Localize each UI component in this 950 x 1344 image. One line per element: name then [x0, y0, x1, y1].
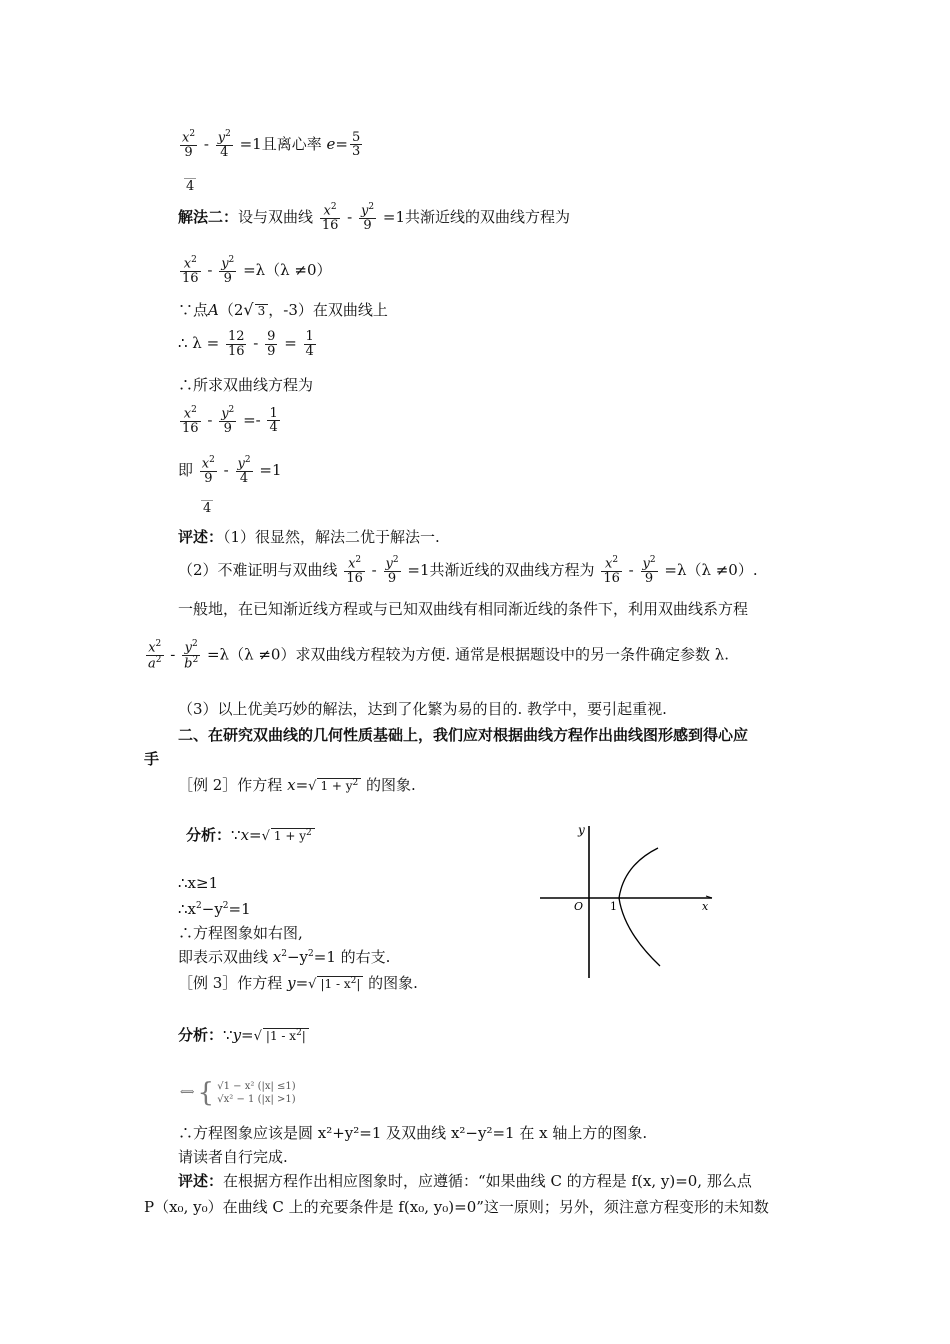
fraction	[344, 556, 365, 586]
num: x	[183, 406, 192, 422]
den: 4	[216, 145, 233, 160]
text: （2	[218, 301, 244, 319]
sup: 2	[222, 901, 229, 911]
num: 1	[269, 405, 278, 421]
fraction	[384, 556, 401, 586]
num: y	[184, 640, 192, 656]
den: 9	[219, 421, 236, 436]
text: =1	[228, 900, 251, 918]
text: ［例 3］作方程	[178, 974, 288, 992]
fraction	[601, 556, 622, 586]
den: 9	[359, 218, 376, 233]
fraction	[359, 203, 376, 233]
analysis-2-line3: ∴方程图象如右图,	[178, 924, 303, 942]
den: 9	[641, 571, 658, 586]
num: x	[348, 556, 356, 572]
den: 16	[321, 217, 339, 233]
text: 即表示双曲线	[178, 948, 273, 966]
text: =1 的右支.	[313, 948, 391, 966]
text: （2）不难证明与双曲线	[178, 560, 338, 579]
hyperbola-right-branch	[619, 848, 660, 966]
minus: -	[207, 410, 213, 429]
paragraph-3: 一般地，在已知渐近线方程或与已知双曲线有相同渐近线的条件下，利用双曲线系方程	[178, 600, 749, 618]
radicand: $|1 - x^2|$	[317, 976, 363, 990]
hyperbola-graph	[538, 820, 728, 990]
example-3	[178, 976, 418, 991]
section-heading: 二、在研究双曲线的几何性质基础上，我们应对根据曲线方程作出曲线图形感到得心应	[178, 726, 749, 744]
sup: 2	[155, 639, 162, 649]
text: −y	[286, 948, 309, 966]
analysis-2-line4	[178, 950, 390, 965]
minus: -	[371, 560, 377, 579]
num: 12	[227, 329, 245, 344]
sup: 2	[228, 405, 235, 415]
num: y	[385, 556, 393, 572]
eq: =1	[259, 460, 282, 479]
den: 9	[267, 343, 276, 359]
num: y	[237, 456, 245, 472]
label: 分析：	[186, 826, 232, 844]
fraction	[265, 330, 277, 358]
case-block	[217, 1080, 295, 1106]
eq: =	[284, 334, 297, 353]
piecewise	[180, 1080, 296, 1106]
num: y	[221, 256, 229, 272]
den: 4	[236, 471, 253, 486]
sup: 2	[649, 555, 656, 565]
fraction	[350, 131, 362, 159]
num: y	[217, 130, 226, 146]
var: y	[232, 1026, 242, 1044]
lambda-eq	[178, 256, 332, 286]
den: 16	[227, 343, 245, 359]
text: （λ ≠0）求双曲线方程较为方便. 通常是根据题设中的另一条件确定参数 λ.	[229, 645, 730, 664]
radicand-text: 1 + y	[320, 779, 353, 793]
radicand: 3	[255, 304, 269, 317]
sup: 2	[612, 555, 619, 565]
num: 9	[267, 329, 276, 344]
sup: 2	[296, 1028, 302, 1038]
example-2	[178, 778, 416, 793]
num: y	[221, 406, 229, 422]
num: y	[642, 556, 650, 572]
label: 解法二：	[178, 207, 239, 226]
origin-label: O	[574, 900, 584, 913]
analysis-2	[186, 828, 315, 843]
point-a-line	[178, 302, 388, 318]
eq: =	[249, 826, 262, 844]
den: 16	[182, 270, 199, 286]
num: x	[183, 256, 192, 272]
text: 即	[178, 460, 194, 479]
eq: =	[295, 776, 309, 794]
fraction	[226, 330, 247, 358]
minus: -	[207, 260, 213, 279]
num: y	[361, 203, 369, 219]
result-eq	[178, 406, 282, 436]
den: 16	[346, 570, 363, 586]
num: x	[323, 203, 331, 219]
sup: 2	[355, 555, 362, 565]
sup: 2	[281, 949, 287, 959]
fraction	[146, 640, 164, 671]
var: y	[287, 974, 296, 992]
var: e	[326, 134, 336, 153]
text: 且离心率	[261, 134, 327, 153]
text: 在根据方程作出相应图象时，应遵循：“如果曲线 C 的方程是 f(x, y)=0, 那么点	[223, 1172, 752, 1190]
num: 5	[351, 129, 361, 145]
conclusion-2: 请读者自行完成.	[178, 1148, 288, 1166]
brace: {	[197, 1078, 215, 1108]
text: ∴x	[178, 900, 197, 918]
text: ∵	[231, 826, 241, 844]
num: x	[182, 130, 190, 146]
radical: √	[308, 977, 317, 992]
eq: =λ（λ ≠0）	[243, 260, 332, 279]
den: a	[148, 656, 156, 672]
den: 4	[203, 501, 212, 516]
fraction	[641, 556, 658, 586]
text: ∵	[223, 1026, 233, 1044]
radicand	[317, 778, 361, 792]
eq: =1	[239, 134, 262, 153]
sup: 2	[350, 976, 357, 986]
fraction	[216, 130, 233, 160]
den: 9	[384, 571, 401, 586]
sup: 2	[196, 901, 202, 911]
text: 共渐近线的双曲线方程为	[405, 207, 571, 226]
text: ［例 2］作方程	[178, 776, 288, 794]
fraction	[182, 640, 200, 671]
sup: 2	[244, 455, 251, 465]
radical: √	[243, 300, 254, 319]
review-3-cont: P（x₀, y₀）在曲线 C 上的充要条件是 f(x₀, y₀)=0”这一原则；另外，须注意方程变形的未知数	[144, 1198, 769, 1216]
fraction	[180, 130, 197, 160]
den: 9	[200, 471, 217, 486]
den: 4	[305, 343, 314, 359]
sup: 2	[155, 654, 162, 665]
fraction	[320, 203, 341, 233]
sup: 2	[352, 778, 359, 788]
minus: -	[347, 207, 353, 226]
conclusion-1: ∴方程图象应该是圆 x²+y²=1 及双曲线 x²−y²=1 在 x 轴上方的图象.	[178, 1124, 648, 1142]
text: 共渐近线的双曲线方程为	[429, 560, 595, 579]
text: ∴ λ =	[178, 334, 220, 353]
radicand-text: |1 - x	[265, 1029, 297, 1043]
sup: 2	[392, 555, 399, 565]
den: 4	[269, 420, 278, 436]
analysis-2-line1: ∴x≥1	[178, 874, 219, 892]
den: b	[184, 656, 193, 672]
case-1: √1 − x² (|x| ≤1)	[217, 1081, 296, 1092]
eq: =λ（λ ≠0）.	[664, 560, 758, 579]
eq-line-1	[178, 130, 364, 160]
minus: -	[253, 334, 259, 353]
radicand: $|1 - x^2|$	[263, 1028, 309, 1042]
radicand-text: |1 - x	[320, 977, 351, 991]
review-3	[178, 1174, 752, 1189]
den: 16	[603, 570, 620, 586]
eq: =-	[243, 410, 261, 429]
sup: 2	[191, 255, 197, 265]
eq: =1	[407, 560, 430, 579]
review-1	[178, 530, 440, 545]
text: ，-3）在双曲线上	[268, 301, 388, 319]
sup: 2	[330, 202, 337, 212]
minus: -	[203, 134, 209, 153]
subscript-4b	[201, 502, 213, 515]
analysis-3	[178, 1028, 309, 1043]
sup: 2	[191, 639, 198, 649]
minus: -	[170, 645, 176, 664]
fraction	[180, 256, 201, 286]
var: x	[240, 826, 250, 844]
radical: √	[308, 779, 317, 794]
var: A	[208, 301, 219, 319]
var: x	[287, 776, 296, 794]
minus: -	[628, 560, 634, 579]
text: 设与双曲线	[238, 207, 314, 226]
label: 评述：	[178, 1172, 224, 1190]
fraction	[304, 330, 316, 358]
sup: 2	[228, 255, 235, 265]
eq: =	[295, 974, 309, 992]
eq: =λ	[206, 645, 230, 664]
text: ∵点	[178, 301, 209, 319]
den: 9	[180, 145, 197, 160]
fraction	[180, 406, 201, 436]
num: 1	[305, 329, 314, 344]
lambda-calc	[178, 330, 318, 358]
label: 分析：	[178, 1026, 224, 1044]
text: 的图象.	[361, 776, 416, 794]
fraction	[267, 407, 279, 435]
text: （1）很显然，解法二优于解法一.	[223, 528, 440, 546]
fraction	[219, 406, 236, 436]
x-axis-label: x	[702, 900, 709, 913]
text: 的图象.	[363, 974, 418, 992]
eq: =	[335, 134, 348, 153]
asked-line: ∴所求双曲线方程为	[178, 376, 314, 394]
sup: 2	[308, 949, 314, 959]
radicand	[271, 828, 315, 842]
sup: 2	[192, 654, 199, 665]
case-2: √x² − 1 (|x| >1)	[217, 1094, 296, 1105]
sup: 2	[209, 455, 215, 465]
eq: =	[241, 1026, 254, 1044]
equivalence-arrow: ⟺	[180, 1087, 195, 1098]
sup: 2	[189, 129, 196, 139]
num: x	[201, 456, 210, 472]
fraction	[236, 456, 253, 486]
den: 9	[219, 271, 236, 286]
y-axis-label: y	[578, 823, 585, 837]
num: x	[148, 640, 156, 656]
section-heading-cont: 手	[144, 750, 160, 768]
radical: √	[253, 1029, 262, 1044]
radicand-text: 1 + y	[273, 829, 307, 843]
analysis-2-line2	[178, 902, 251, 917]
sup: 2	[368, 202, 375, 212]
review-2	[178, 556, 758, 586]
fraction	[219, 256, 236, 286]
ji-eq	[178, 456, 282, 486]
minus: -	[223, 460, 229, 479]
radical: √	[261, 829, 270, 844]
eq: =1	[382, 207, 405, 226]
solution-two	[178, 203, 570, 233]
subscript-4	[184, 180, 196, 193]
den: 16	[182, 420, 199, 436]
num: x	[605, 556, 613, 572]
text: −y	[201, 900, 223, 918]
fraction	[200, 456, 217, 486]
label: 评述：	[178, 528, 224, 546]
var: x	[272, 948, 282, 966]
sup: 2	[191, 405, 197, 415]
paragraph-4	[144, 640, 729, 671]
paragraph-5: （3）以上优美巧妙的解法，达到了化繁为易的目的. 教学中，要引起重视.	[178, 700, 667, 718]
sup: 2	[225, 129, 231, 139]
tick-label-1: 1	[610, 900, 617, 913]
sup: 2	[306, 828, 312, 838]
den: 3	[351, 144, 361, 160]
den: 4	[186, 179, 195, 194]
